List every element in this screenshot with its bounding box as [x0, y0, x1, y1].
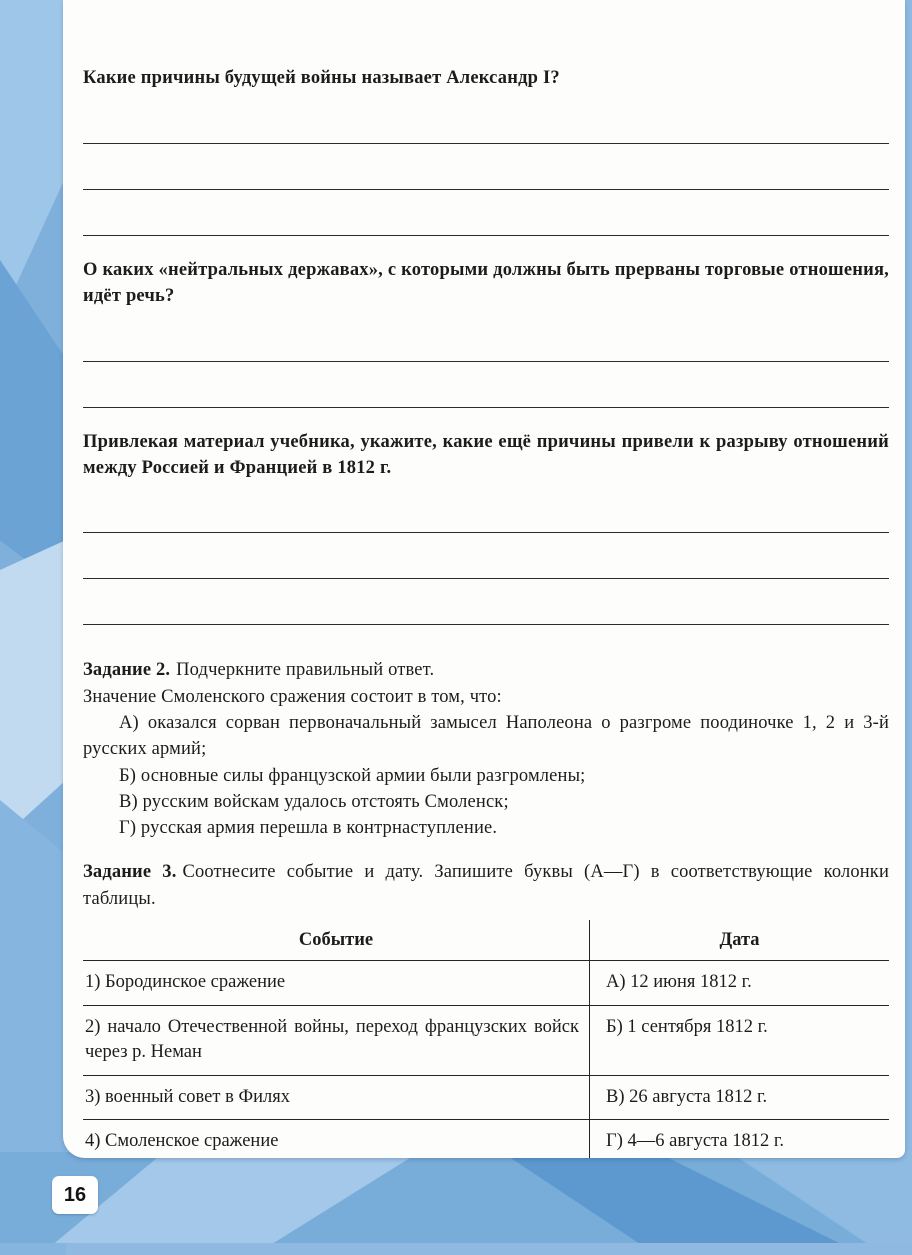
- answer-line: [83, 98, 889, 144]
- table-row-date: Б) 1 сентября 1812 г.: [589, 1006, 889, 1076]
- table-row-date: В) 26 августа 1812 г.: [589, 1076, 889, 1121]
- table-row-event: 3) военный совет в Филях: [83, 1076, 589, 1121]
- answer-line: [83, 533, 889, 579]
- question-1: Какие причины будущей войны называет Александр I?: [83, 68, 560, 88]
- table-row-event: 1) Бородинское сражение: [83, 961, 589, 1006]
- question-2: О каких «нейтральных державах», с которыми должны быть прерваны торговые отношения, идёт речь?: [83, 259, 889, 306]
- table-header-date: Дата: [589, 920, 889, 962]
- answer-line: [83, 579, 889, 625]
- table-row-event: 2) начало Отечественной войны, переход французских войск через р. Неман: [83, 1006, 589, 1076]
- event-date-table: [83, 920, 889, 1158]
- task-2-option-b: Б) основные силы французской армии были разгромлены;: [119, 765, 586, 786]
- answer-line: [83, 487, 889, 533]
- table-header-event: Событие: [83, 920, 589, 962]
- task-2-option-v: В) русским войскам удалось отстоять Смоленск;: [119, 791, 509, 812]
- task-3: [83, 859, 889, 912]
- answer-line: [83, 316, 889, 362]
- task-2-stem: Значение Смоленского сражения состоит в том, что:: [83, 686, 502, 707]
- table-row-date: А) 12 июня 1812 г.: [589, 961, 889, 1006]
- answer-line: [83, 144, 889, 190]
- task-2: [83, 657, 889, 841]
- question-3: Привлекая материал учебника, укажите, какие ещё причины привели к разрыву отношений между Россией и Францией в 1812 г.: [83, 431, 889, 478]
- table-row-event: 4) Смоленское сражение: [83, 1120, 589, 1158]
- page-number-badge: 16: [52, 1176, 98, 1214]
- task-2-option-a: А) оказался сорван первоначальный замысел Наполеона о разгроме поодиночке 1, 2 и 3-й русских армий;: [83, 712, 889, 760]
- answer-line: [83, 362, 889, 408]
- task-2-intro: Подчеркните правильный ответ.: [176, 660, 435, 681]
- answer-line: [83, 190, 889, 236]
- table-row-date: Г) 4—6 августа 1812 г.: [589, 1120, 889, 1158]
- task-3-label: Задание 3.: [83, 862, 177, 883]
- task-2-intro-line: [83, 657, 889, 683]
- page-content: [63, 0, 905, 1158]
- task-2-option-g: Г) русская армия перешла в контрнаступление.: [119, 818, 498, 839]
- task-3-intro: Соотнесите событие и дату. Запишите буквы (А—Г) в соответствующие колонки таблицы.: [83, 862, 889, 909]
- task-2-label: Задание 2.: [83, 660, 171, 681]
- workbook-page: [63, 0, 905, 1158]
